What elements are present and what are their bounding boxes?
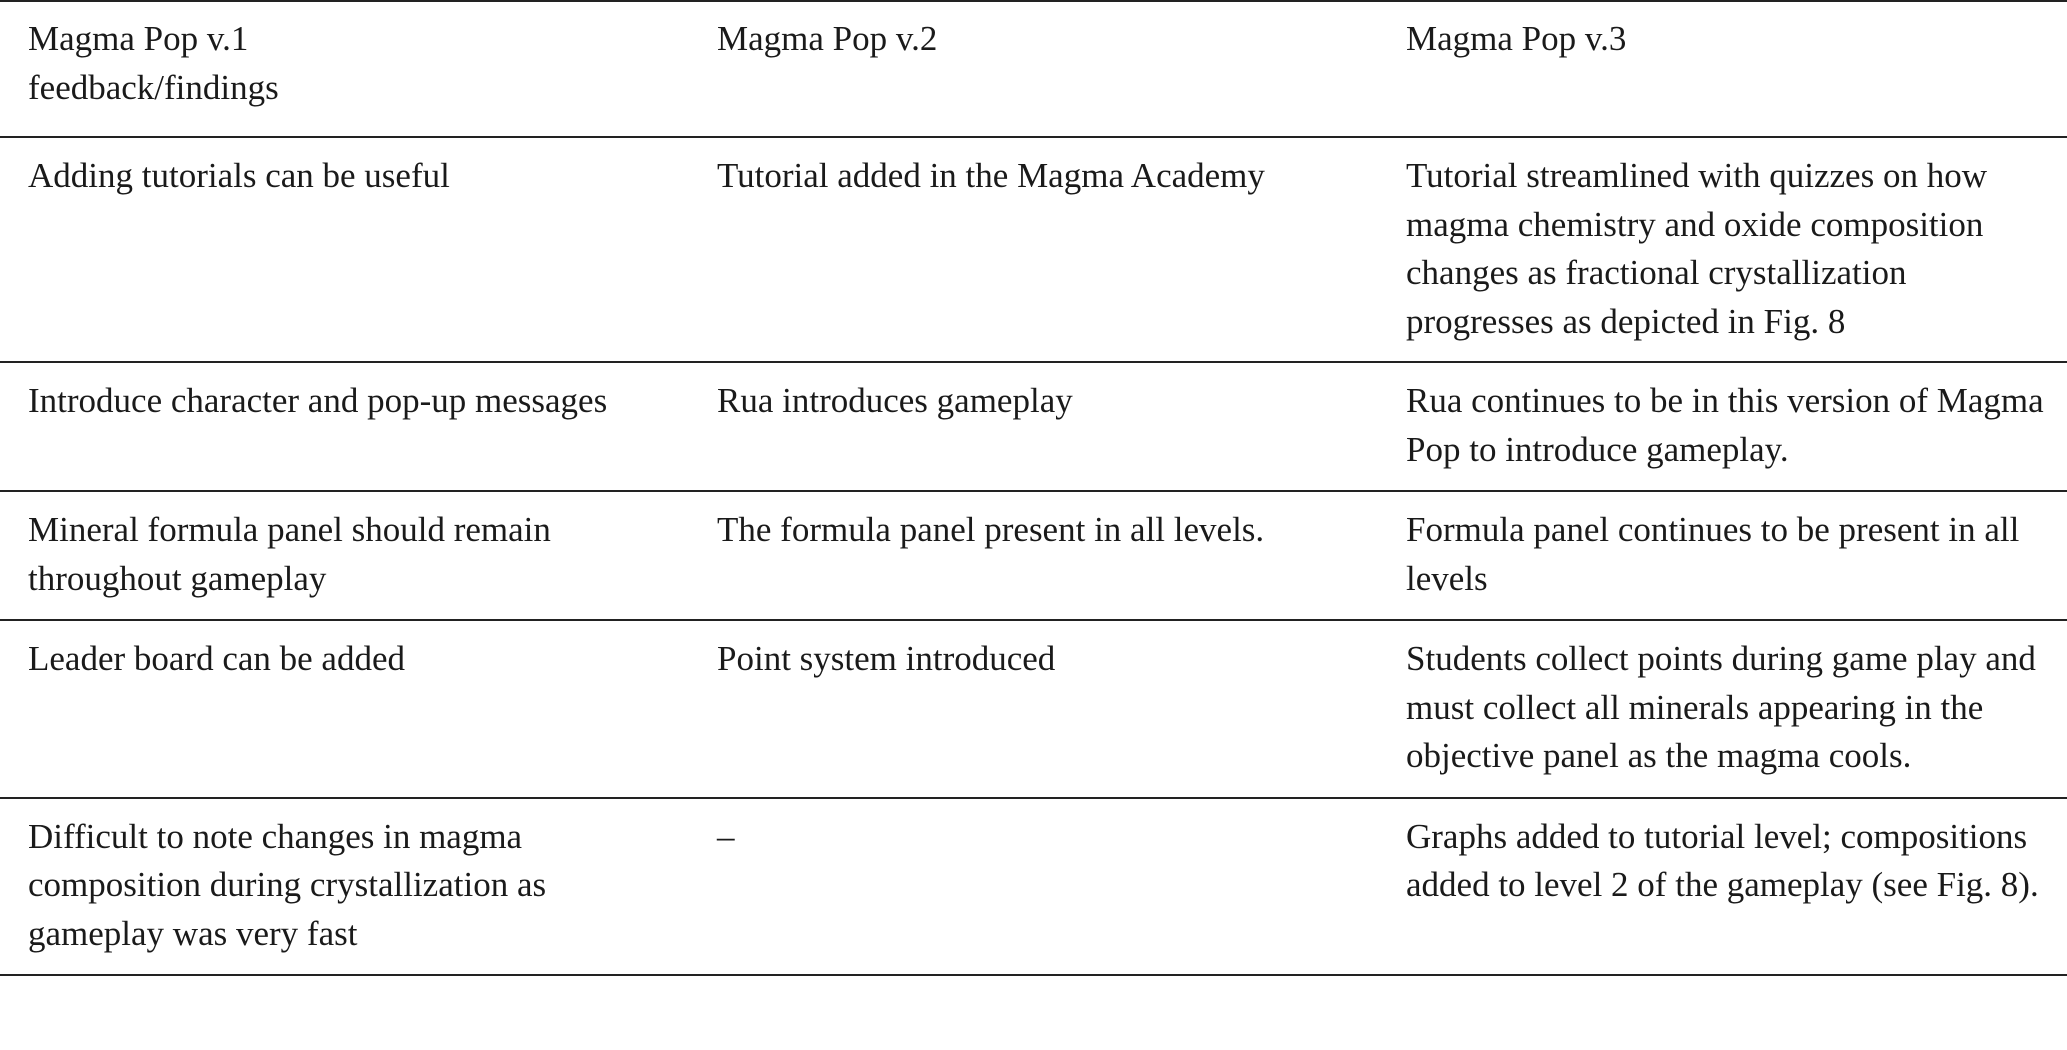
cell-v2: Point system introduced [717,639,1056,678]
cell-v3: Rua continues to be in this version of Magma Pop to introduce gameplay. [1406,381,2044,469]
cell-v1: Leader board can be added [28,639,406,678]
cell-v1: Mineral formula panel should remain throughout gameplay [28,510,551,598]
cell-v2: Tutorial added in the Magma Academy [717,156,1265,195]
cell-v1: Difficult to note changes in magma composition during crystallization as gameplay was very fast [28,816,547,953]
table-body [0,137,2067,975]
table-row [0,491,2067,620]
header-row [0,1,2067,137]
table-row [0,362,2067,491]
header-v3: Magma Pop v.3 [1406,19,1627,58]
table-row [0,137,2067,362]
header-v2: Magma Pop v.2 [717,19,938,58]
cell-v1: Adding tutorials can be useful [28,156,450,195]
cell-v3: Tutorial streamlined with quizzes on how magma chemistry and oxide composition changes as fractional crystallization progresses as depicted in Fig. 8 [1406,156,1987,341]
cell-v2: The formula panel present in all levels. [717,510,1265,549]
cell-v3: Graphs added to tutorial level; compositions added to level 2 of the gameplay (see Fig. 8). [1406,816,2039,904]
cell-v1: Introduce character and pop-up messages [28,381,608,420]
cell-v2: – [717,816,735,856]
table-row [0,620,2067,798]
header-v1: Magma Pop v.1 feedback/findings [28,19,279,107]
cell-v3: Formula panel continues to be present in all levels [1406,510,2020,598]
table-header [0,1,2067,137]
cell-v2: Rua introduces gameplay [717,381,1073,420]
table-row [0,798,2067,976]
cell-v3: Students collect points during game play and must collect all minerals appearing in the objective panel as the magma cools. [1406,639,2036,775]
